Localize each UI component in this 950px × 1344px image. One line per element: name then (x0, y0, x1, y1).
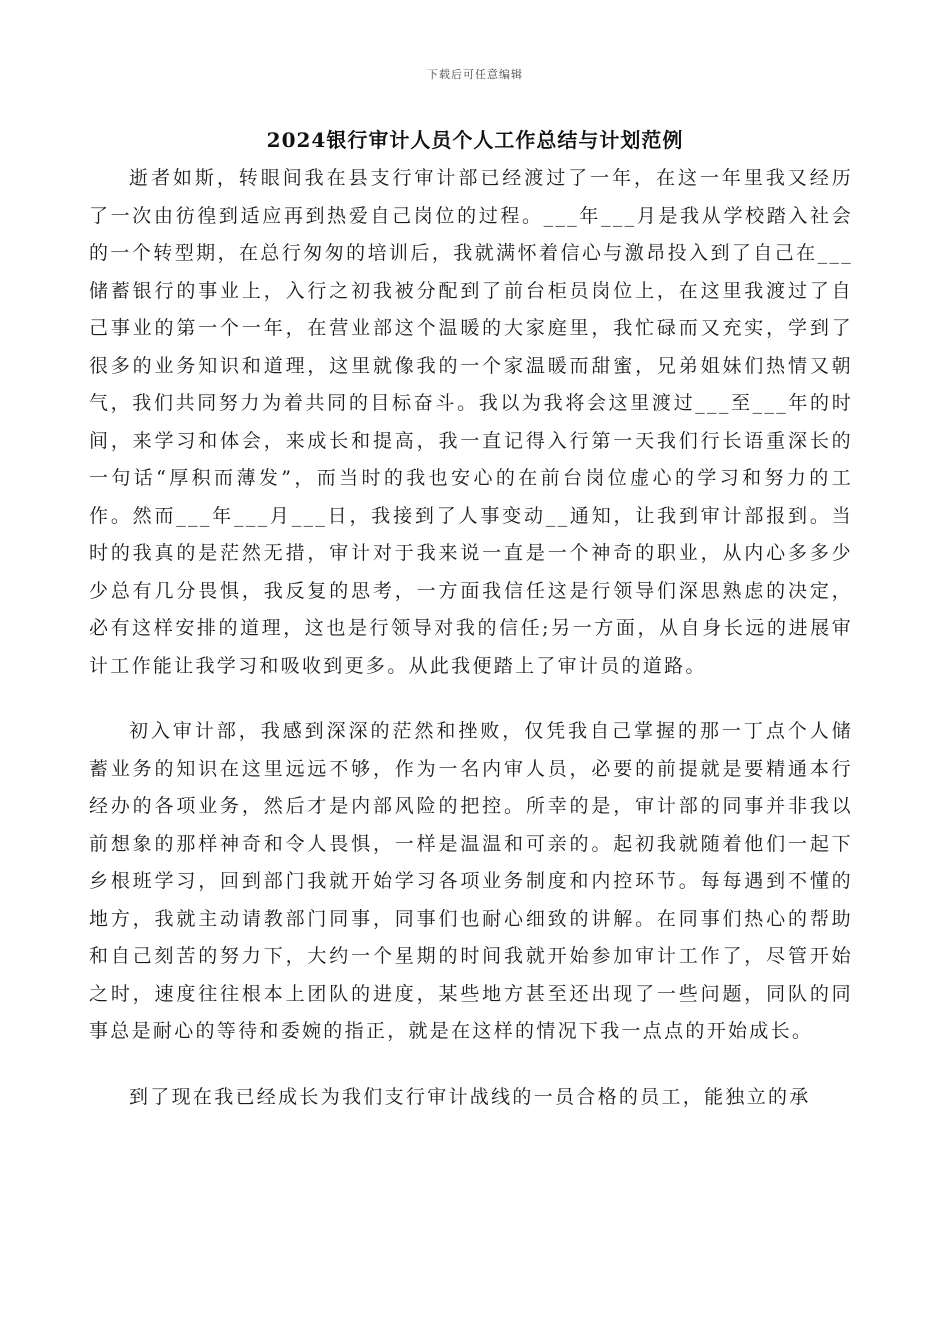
paragraph-2: 初入审计部，我感到深深的茫然和挫败，仅凭我自己掌握的那一丁点个人储蓄业务的知识在这里远远不够，作为一名内审人员，必要的前提就是要精通本行经办的各项业务，然后才是内部风险的把控。所幸的是，审计部的同事并非我以前想象的那样神奇和令人畏惧，一样是温温和可亲的。起初我就随着他们一起下乡根班学习，回到部门我就开始学习各项业务制度和内控环节。每每遇到不懂的地方，我就主动请教部门同事，同事们也耐心细致的讲解。在同事们热心的帮助和自己刻苦的努力下，大约一个星期的时间我就开始参加审计工作了，尽管开始之时，速度往往根本上团队的进度，某些地方甚至还出现了一些问题，同队的同事总是耐心的等待和委婉的指正，就是在这样的情况下我一点点的开始成长。 (89, 720, 853, 1042)
paragraph-1: 逝者如斯，转眼间我在县支行审计部已经渡过了一年，在这一年里我又经历了一次由彷徨到适应再到热爱自己岗位的过程。___年___月是我从学校踏入社会的一个转型期，在总行匆匆的培训后，我就满怀着信心与激昂投入到了自己在___储蓄银行的事业上，入行之初我被分配到了前台柜员岗位上，在这里我渡过了自己事业的第一个一年，在营业部这个温暖的大家庭里，我忙碌而又充实，学到了很多的业务知识和道理，这里就像我的一个家温暖而甜蜜，兄弟姐妹们热情又朝气，我们共同努力为着共同的目标奋斗。我以为我将会这里渡过___至___年的时间，来学习和体会，来成长和提高，我一直记得入行第一天我们行长语重深长的一句话“厚积而薄发”，而当时的我也安心的在前台岗位虚心的学习和努力的工作。然而___年___月___日，我接到了人事变动__通知，让我到审计部报到。当时的我真的是茫然无措，审计对于我来说一直是一个神奇的职业，从内心多多少少总有几分畏惧，我反复的思考，一方面我信任这是行领导们深思熟虑的决定，必有这样安排的道理，这也是行领导对我的信任;另一方面，从自身长远的进展审计工作能让我学习和吸收到更多。从此我便踏上了审计员的道路。 (89, 167, 853, 677)
document-title: 2024银行审计人员个人工作总结与计划范例 (266, 128, 684, 152)
paragraph-3: 到了现在我已经成长为我们支行审计战线的一员合格的员工，能独立的承 (129, 1085, 811, 1108)
header-note: 下载后可任意编辑 (427, 68, 523, 81)
document-body (89, 160, 853, 1144)
